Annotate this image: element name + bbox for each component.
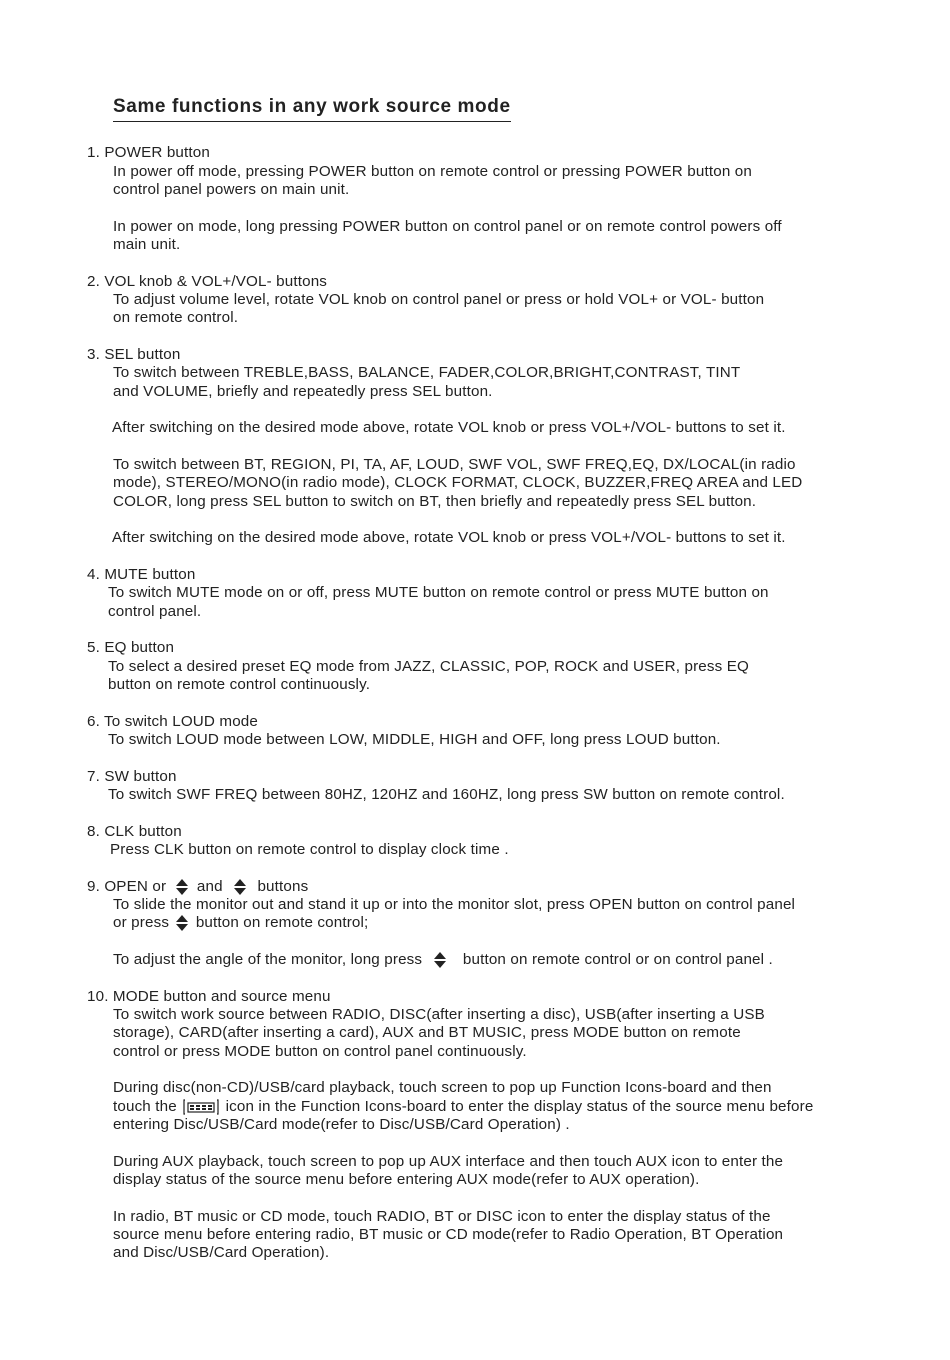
item-5-text: To select a desired preset EQ mode from JAZZ, CLASSIC, POP, ROCK and USER, press EQ bbox=[108, 658, 749, 675]
item-3-text: and VOLUME, briefly and repeatedly press SEL button. bbox=[113, 383, 493, 400]
item-10-text: In radio, BT music or CD mode, touch RADIO, BT or DISC icon to enter the display status of the bbox=[113, 1208, 771, 1225]
item-10-text: and Disc/USB/Card Operation). bbox=[113, 1244, 330, 1261]
item-1-text: In power on mode, long pressing POWER button on control panel or on remote control powers off bbox=[113, 218, 782, 235]
item-3-text: mode), STEREO/MONO(in radio mode), CLOCK FORMAT, CLOCK, BUZZER,FREQ AREA and LED bbox=[113, 474, 803, 491]
item-3-title: 3. SEL button bbox=[87, 346, 181, 363]
source-menu-icon bbox=[183, 1099, 219, 1115]
item-3-text: To switch between TREBLE,BASS, BALANCE, FADER,COLOR,BRIGHT,CONTRAST, TINT bbox=[113, 364, 741, 381]
up-down-arrow-icon bbox=[175, 914, 189, 932]
item-5-title: 5. EQ button bbox=[87, 639, 175, 656]
item-4-text: control panel. bbox=[108, 603, 202, 620]
item-1-text: control panel powers on main unit. bbox=[113, 181, 350, 198]
item-3-text: After switching on the desired mode above, rotate VOL knob or press VOL+/VOL- buttons to set it. bbox=[112, 419, 786, 436]
item-9-text-d: button on remote control or on control panel . bbox=[462, 951, 773, 969]
item-2-title: 2. VOL knob & VOL+/VOL- buttons bbox=[87, 273, 328, 290]
item-9-title-b: and bbox=[196, 878, 223, 896]
item-9-text-a: or press bbox=[113, 914, 170, 932]
item-1-title: 1. POWER button bbox=[87, 144, 210, 161]
item-9-title-c: buttons bbox=[257, 878, 309, 896]
item-4-text: To switch MUTE mode on or off, press MUTE button on remote control or press MUTE button on bbox=[108, 584, 769, 601]
item-10-text: storage), CARD(after inserting a card), AUX and BT MUSIC, press MODE button on remote bbox=[113, 1024, 741, 1041]
item-8-text: Press CLK button on remote control to display clock time . bbox=[110, 841, 509, 858]
item-9-text bbox=[113, 951, 773, 969]
page-title: Same functions in any work source mode bbox=[113, 96, 511, 122]
item-10-text: display status of the source menu before entering AUX mode(refer to AUX operation). bbox=[113, 1171, 700, 1188]
item-10-text-b: icon in the Function Icons-board to enter the display status of the source menu before bbox=[225, 1098, 814, 1115]
item-3-text: COLOR, long press SEL button to switch on BT, then briefly and repeatedly press SEL button. bbox=[113, 493, 757, 510]
item-9-text-b: button on remote control; bbox=[195, 914, 369, 932]
item-10-text: During disc(non-CD)/USB/card playback, touch screen to pop up Function Icons-board and then bbox=[113, 1079, 772, 1096]
item-6-text: To switch LOUD mode between LOW, MIDDLE, HIGH and OFF, long press LOUD button. bbox=[108, 731, 721, 748]
item-9-title bbox=[87, 878, 308, 896]
item-9-text-c: To adjust the angle of the monitor, long press bbox=[113, 951, 423, 969]
item-7-text: To switch SWF FREQ between 80HZ, 120HZ and 160HZ, long press SW button on remote control. bbox=[108, 786, 785, 803]
up-down-arrow-icon bbox=[175, 878, 189, 896]
item-10-text-a: touch the bbox=[113, 1098, 177, 1115]
item-3-text: To switch between BT, REGION, PI, TA, AF, LOUD, SWF VOL, SWF FREQ,EQ, DX/LOCAL(in radio bbox=[113, 456, 796, 473]
item-6-title: 6. To switch LOUD mode bbox=[87, 713, 258, 730]
item-2-text: on remote control. bbox=[113, 309, 239, 326]
up-down-arrow-icon bbox=[233, 878, 247, 896]
item-1-text: main unit. bbox=[113, 236, 181, 253]
item-10-text: During AUX playback, touch screen to pop up AUX interface and then touch AUX icon to enter the bbox=[113, 1153, 784, 1170]
item-10-text: entering Disc/USB/Card mode(refer to Disc/USB/Card Operation) . bbox=[113, 1116, 570, 1133]
item-9-title-a: 9. OPEN or bbox=[87, 878, 167, 896]
item-8-title: 8. CLK button bbox=[87, 823, 182, 840]
item-3-text: After switching on the desired mode above, rotate VOL knob or press VOL+/VOL- buttons to set it. bbox=[112, 529, 786, 546]
up-down-arrow-icon bbox=[433, 951, 447, 969]
item-10-text: source menu before entering radio, BT music or CD mode(refer to Radio Operation, BT Operation bbox=[113, 1226, 784, 1243]
item-2-text: To adjust volume level, rotate VOL knob on control panel or press or hold VOL+ or VOL- button bbox=[113, 291, 765, 308]
item-9-text: To slide the monitor out and stand it up or into the monitor slot, press OPEN button on control panel bbox=[113, 896, 796, 913]
item-10-text bbox=[113, 1098, 813, 1116]
item-5-text: button on remote control continuously. bbox=[108, 676, 371, 693]
item-10-title: 10. MODE button and source menu bbox=[87, 988, 331, 1005]
item-10-text: control or press MODE button on control panel continuously. bbox=[113, 1043, 527, 1060]
item-9-text bbox=[113, 914, 368, 932]
item-7-title: 7. SW button bbox=[87, 768, 177, 785]
item-10-text: To switch work source between RADIO, DISC(after inserting a disc), USB(after inserting a USB bbox=[113, 1006, 765, 1023]
item-1-text: In power off mode, pressing POWER button on remote control or pressing POWER button on bbox=[113, 163, 752, 180]
item-4-title: 4. MUTE button bbox=[87, 566, 196, 583]
